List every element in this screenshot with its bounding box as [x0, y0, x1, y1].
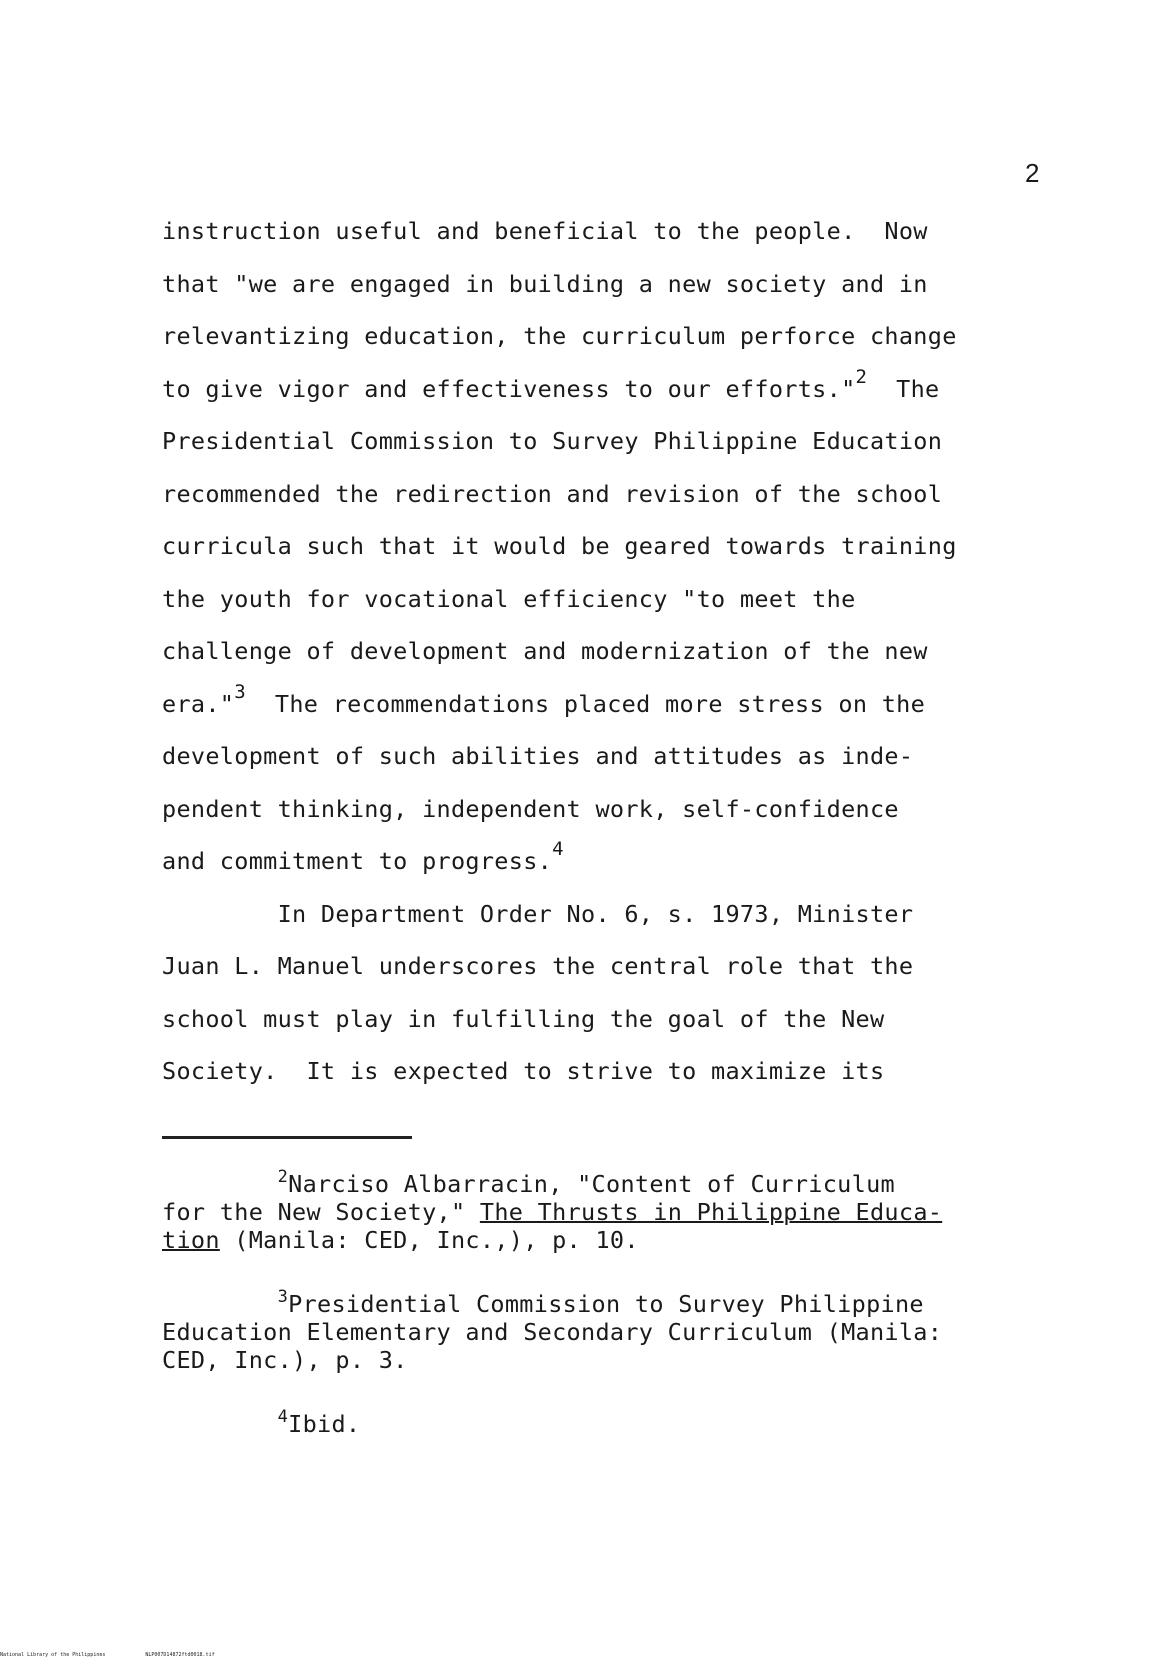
footnote-line: CED, Inc.), p. 3. — [162, 1346, 408, 1374]
text-line: relevantizing education, the curriculum perforce change — [162, 322, 957, 350]
text-line: In Department Order No. 6, s. 1973, Minister — [162, 899, 914, 928]
footnotes — [162, 1167, 1062, 1474]
footnote-line — [162, 1287, 1062, 1318]
text-line: that "we are engaged in building a new society and in — [162, 269, 928, 298]
text-line-with-footnote-4 — [162, 835, 1062, 888]
text-line: Society. It is expected to strive to maximize its — [162, 1057, 885, 1085]
text-line-with-footnote-3 — [162, 678, 1062, 731]
book-title: The Thrusts in Philippine Educa- — [479, 1198, 943, 1226]
footnote-number: 4 — [277, 1407, 289, 1427]
footnote-separator — [162, 1136, 412, 1139]
footnote-line — [162, 1198, 1062, 1226]
scan-footer — [0, 1652, 255, 1658]
text-fragment: The — [867, 374, 940, 403]
text-fragment: Presidential Commission to Survey Philippine — [288, 1290, 924, 1318]
text-line: development of such abilities and attitudes as inde- — [162, 742, 914, 770]
footnote-ref-4: 4 — [552, 838, 564, 860]
text-line: school must play in fulfilling the goal of the New — [162, 1004, 885, 1033]
footer-file: NLP007D14872ftd0018.tif — [145, 1652, 215, 1658]
footnote-line — [162, 1167, 1062, 1198]
text-line: Juan L. Manuel underscores the central role that the — [162, 952, 914, 980]
footnote-3 — [162, 1287, 1062, 1374]
footnote-number: 3 — [277, 1287, 289, 1307]
body-text — [162, 205, 1062, 1098]
footnote-2 — [162, 1167, 1062, 1254]
footnote-line — [162, 1407, 1062, 1438]
text-line-with-footnote-2 — [162, 363, 1062, 416]
footnote-ref-3: 3 — [234, 680, 246, 703]
text-fragment: The recommendations placed more stress on the — [246, 689, 926, 718]
text-fragment: (Manila: CED, Inc.,), p. 10. — [219, 1226, 639, 1254]
text-fragment: Narciso Albarracin, "Content of Curriculum — [288, 1170, 895, 1198]
footnote-line — [162, 1226, 1062, 1254]
book-title: tion — [162, 1226, 220, 1254]
text-line: the youth for vocational efficiency "to meet the — [162, 584, 856, 613]
text-fragment: era." — [162, 689, 235, 718]
footer-source: National Library of the Philippines — [0, 1652, 106, 1658]
footnote-4 — [162, 1407, 1062, 1438]
footnote-ref-2: 2 — [855, 365, 868, 388]
text-line: recommended the redirection and revision of the school — [162, 479, 943, 508]
text-line: challenge of development and modernization of the new — [162, 637, 928, 665]
text-line: curricula such that it would be geared towards training — [162, 532, 957, 560]
text-line: instruction useful and beneficial to the people. Now — [162, 217, 928, 245]
page-number: 2 — [1025, 158, 1040, 188]
footnote-number: 2 — [277, 1167, 289, 1187]
text-fragment: and commitment to progress. — [162, 847, 553, 875]
text-fragment: Ibid. — [288, 1410, 361, 1438]
text-fragment: for the New Society," — [162, 1198, 480, 1226]
text-fragment: to give vigor and effectiveness to our efforts." — [162, 374, 856, 403]
text-line: Presidential Commission to Survey Philippine Education — [162, 427, 943, 455]
footnote-line: Education Elementary and Secondary Curriculum (Manila: — [162, 1318, 943, 1346]
text-line: pendent thinking, independent work, self-confidence — [162, 794, 899, 823]
